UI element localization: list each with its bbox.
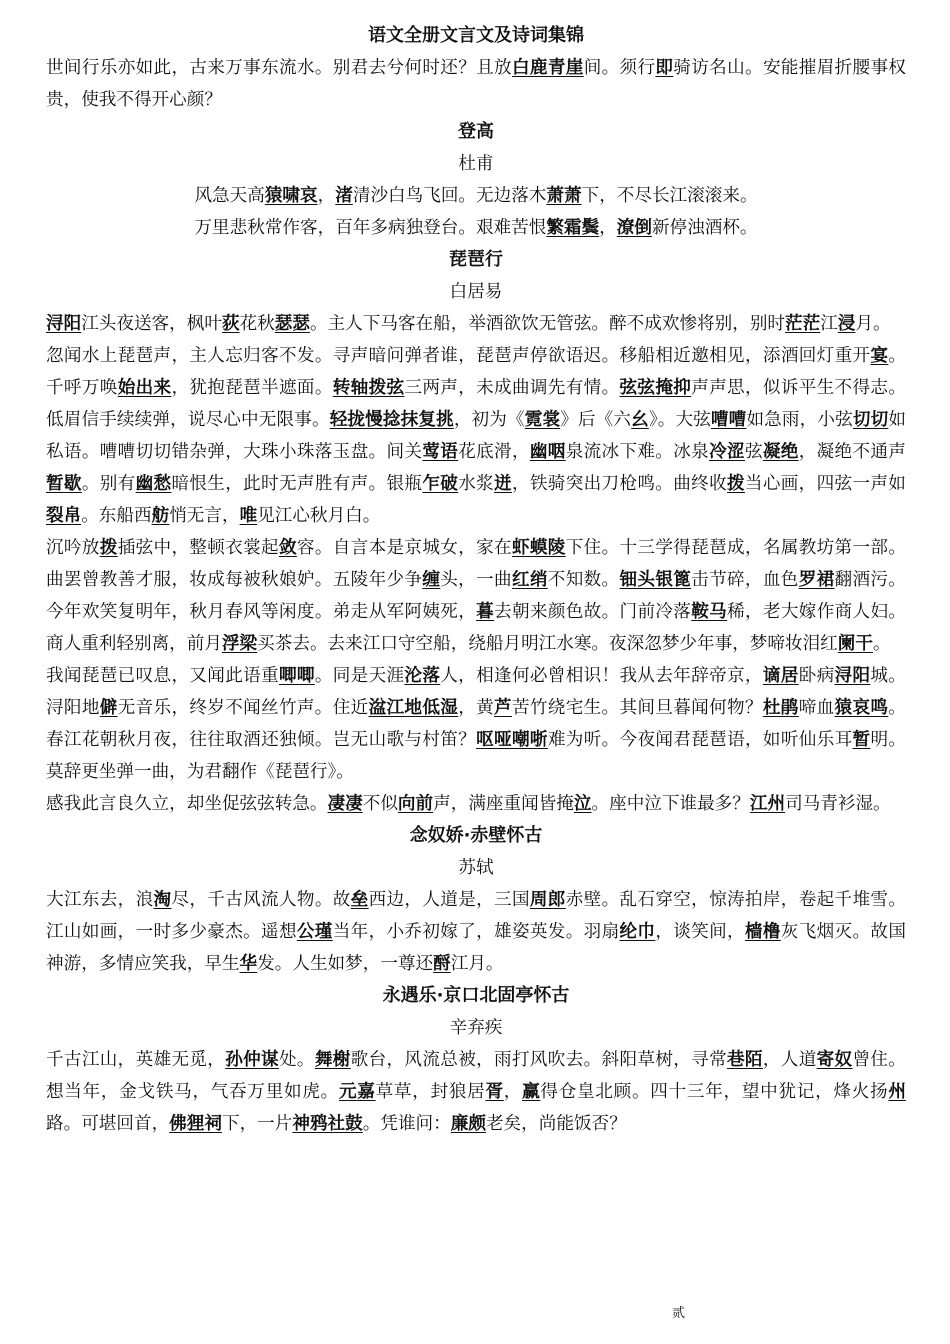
- key-term: 转轴拨弦: [332, 377, 405, 398]
- text-segment: 得仓皇北顾。四十三年，望中犹记，烽火扬: [540, 1082, 889, 1102]
- text-segment: 感我此言良久立，却坐促弦弦转急。: [46, 794, 328, 814]
- key-term: 巷陌: [727, 1049, 763, 1070]
- text-segment: 。: [872, 634, 891, 654]
- section-author: 苏轼: [458, 858, 494, 878]
- text-segment: ，: [599, 218, 617, 238]
- text-segment: 大江东去，浪: [46, 890, 154, 910]
- text-segment: 下，一片: [221, 1114, 293, 1134]
- key-term: 浔阳: [834, 665, 871, 686]
- section-author: 杜甫: [458, 154, 494, 174]
- text-segment: 稀，老大嫁作商人妇。商人重利轻别离，前月: [46, 602, 906, 654]
- text-segment: 去朝来颜色故。门前冷落: [494, 602, 692, 622]
- text-segment: 声声思，似诉平生不得志。低眉信手续续弹，说尽心中无限事。: [46, 378, 906, 430]
- key-term: 切切: [852, 409, 889, 430]
- document-body: [46, 52, 906, 1140]
- key-term: 迸: [494, 473, 512, 494]
- text-segment: 弦: [744, 442, 763, 462]
- text-segment: 如私语。嘈嘈切切错杂弹，大珠小珠落玉盘。间关: [46, 410, 906, 462]
- text-segment: 月。: [855, 314, 891, 334]
- text-paragraph: [46, 884, 906, 980]
- text-segment: 声，满座重闻皆掩: [433, 794, 574, 814]
- text-segment: 清沙白鸟飞回。无边落木: [352, 186, 547, 206]
- text-segment: 》后《六: [560, 410, 632, 430]
- text-segment: 我闻琵琶已叹息，又闻此语重: [46, 666, 279, 686]
- key-term: 猿哀鸣: [834, 697, 889, 718]
- key-term: 华: [239, 953, 258, 974]
- section-author: 白居易: [449, 282, 503, 302]
- key-term: 白鹿青崖: [511, 57, 584, 78]
- section: [46, 980, 906, 1140]
- text-segment: 当心画，四弦一声如: [744, 474, 906, 494]
- text-segment: 卧病: [798, 666, 835, 686]
- text-segment: 买茶去。去来江口守空船，绕船月明江水寒。夜深忽梦少年事，梦啼妆泪红: [257, 634, 838, 654]
- key-term: 舫: [151, 505, 170, 526]
- key-term: 莺语: [422, 441, 459, 462]
- text-segment: 见江心秋月白。: [257, 506, 381, 526]
- key-term: 向前: [397, 793, 434, 814]
- key-term: 樯橹: [744, 921, 781, 942]
- key-term: 纶巾: [619, 921, 656, 942]
- text-segment: 泉流冰下难。冰泉: [565, 442, 710, 462]
- key-term: 舞榭: [314, 1049, 351, 1070]
- text-paragraph: [46, 212, 906, 244]
- key-term: 即: [655, 57, 674, 78]
- key-term: 繁霜鬓: [546, 217, 600, 238]
- text-segment: 歌台，风流总被，雨打风吹去。斜阳草树，寻常: [350, 1050, 728, 1070]
- text-segment: 曾住。想当年，金戈铁马，气吞万里如虎。: [46, 1050, 906, 1102]
- text-paragraph: [46, 788, 906, 820]
- text-segment: 。凭谁问：: [362, 1114, 451, 1134]
- section: [46, 116, 906, 244]
- text-segment: 如急雨，小弦: [746, 410, 853, 430]
- key-term: 江州: [749, 793, 786, 814]
- key-term: 茫茫: [785, 313, 821, 334]
- key-term: 幺: [631, 409, 649, 430]
- text-segment: 头，一曲: [440, 570, 512, 590]
- text-segment: ，铁骑突出刀枪鸣。曲终收: [511, 474, 727, 494]
- section-title: 登高: [458, 121, 494, 142]
- section-title: 永遇乐·京口北固亭怀古: [382, 985, 570, 1006]
- text-segment: 处。: [278, 1050, 315, 1070]
- key-term: 暂: [852, 729, 871, 750]
- text-segment: 。同是天涯: [314, 666, 405, 686]
- text-segment: ，: [503, 1082, 523, 1102]
- key-term: 浸: [837, 313, 856, 334]
- text-paragraph: [46, 308, 906, 340]
- text-segment: 老矣，尚能饭否？: [485, 1114, 627, 1134]
- key-term: 暮: [476, 601, 495, 622]
- text-segment: 江月。: [450, 954, 504, 974]
- key-term: 唯: [239, 505, 258, 526]
- key-term: 谪居: [762, 665, 799, 686]
- text-segment: ，初为《: [453, 410, 525, 430]
- text-segment: 江头夜送客，枫叶: [81, 314, 222, 334]
- text-segment: 三两声，未成曲调先有情。: [404, 378, 620, 398]
- key-term: 宴: [870, 345, 889, 366]
- text-segment: 花秋: [239, 314, 275, 334]
- text-segment: 不似: [362, 794, 398, 814]
- text-segment: 啼血: [798, 698, 835, 718]
- key-term: 孙仲谋: [225, 1049, 279, 1070]
- key-term: 轻拢慢捻抹复挑: [329, 409, 454, 430]
- text-segment: ，: [317, 186, 336, 206]
- text-segment: 城。浔阳地: [46, 666, 906, 718]
- key-term: 元嘉: [338, 1081, 376, 1102]
- text-segment: ，谈笑间，: [655, 922, 745, 942]
- key-term: 嘈嘈: [710, 409, 747, 430]
- key-term: 泣: [573, 793, 592, 814]
- key-term: 僻: [99, 697, 118, 718]
- text-segment: 击节碎，血色: [691, 570, 799, 590]
- text-segment: 世间行乐亦如此，古来万事东流水。别君去兮何时还？且放: [46, 58, 512, 78]
- key-term: 渚: [335, 185, 353, 206]
- text-segment: 水浆: [458, 474, 495, 494]
- text-paragraph: [46, 1044, 906, 1140]
- text-segment: 发。人生如梦，一尊还: [257, 954, 434, 974]
- key-term: 阑干: [837, 633, 873, 654]
- text-segment: 路。可堪回首，: [46, 1114, 170, 1134]
- text-segment: 。东船西: [81, 506, 152, 526]
- section: [46, 820, 906, 980]
- key-term: 拨: [99, 537, 118, 558]
- key-term: 浔阳: [46, 313, 82, 334]
- key-term: 乍破: [422, 473, 459, 494]
- text-segment: 千古江山，英雄无觅，: [46, 1050, 226, 1070]
- key-term: 赢: [522, 1081, 541, 1102]
- document-title: 语文全册文言文及诗词集锦: [368, 25, 584, 46]
- key-term: 始出来: [117, 377, 172, 398]
- key-term: 浮梁: [221, 633, 258, 654]
- key-term: 芦: [494, 697, 512, 718]
- section-title: 念奴娇·赤壁怀古: [409, 825, 543, 846]
- text-segment: 风急天高: [194, 186, 265, 206]
- section-author: 辛弃疾: [449, 1018, 503, 1038]
- key-term: 裂帛: [46, 505, 82, 526]
- text-segment: 司马青衫湿。: [785, 794, 891, 814]
- document-page: [46, 20, 906, 1140]
- text-segment: 灰飞烟灭。故国神游，多情应笑我，早生: [46, 922, 906, 974]
- key-term: 凄凄: [327, 793, 363, 814]
- key-term: 鞍马: [691, 601, 728, 622]
- key-term: 州: [888, 1081, 906, 1102]
- text-segment: 万里悲秋常作客，百年多病独登台。艰难苦恨: [194, 218, 547, 238]
- text-segment: 无音乐，终岁不闻丝竹声。住近: [117, 698, 369, 718]
- key-term: 垒: [350, 889, 369, 910]
- section: [46, 52, 906, 116]
- key-term: 幽咽: [529, 441, 566, 462]
- text-segment: 。座中泣下谁最多？: [591, 794, 750, 814]
- key-term: 暂歇: [46, 473, 82, 494]
- section: [46, 244, 906, 820]
- text-segment: 。春江花朝秋月夜，往往取酒还独倾。岂无山歌与村笛？: [46, 698, 906, 750]
- text-segment: 难为听。今夜闻君琵琶语，如听仙乐耳: [547, 730, 853, 750]
- key-term: 胥: [485, 1081, 504, 1102]
- key-term: 萧萧: [546, 185, 582, 206]
- text-segment: 下，不尽长江滚滚来。: [581, 186, 758, 206]
- key-term: 沦落: [404, 665, 441, 686]
- text-paragraph: [46, 52, 906, 116]
- key-term: 冷涩: [709, 441, 745, 462]
- key-term: 敛: [278, 537, 297, 558]
- page-number: 贰: [672, 1306, 686, 1321]
- text-segment: 容。自言本是京城女，家在: [296, 538, 512, 558]
- key-term: 呕哑嘲哳: [476, 729, 548, 750]
- text-segment: 下住。十三学得琵琶成，名属教坊第一部。曲罢曾教善才服，妆成每被秋娘妒。五陵年少争: [46, 538, 906, 590]
- text-paragraph: [46, 532, 906, 660]
- key-term: 唧唧: [278, 665, 315, 686]
- key-term: 拨: [727, 473, 745, 494]
- text-segment: ，黄: [458, 698, 495, 718]
- text-segment: 人，相逢何必曾相识！我从去年辞帝京，: [440, 666, 763, 686]
- text-segment: 西边，人道是，三国: [368, 890, 530, 910]
- text-segment: 翻酒污。今年欢笑复明年，秋月春风等闲度。弟走从军阿姨死，: [46, 570, 906, 622]
- text-segment: 花底滑，: [458, 442, 530, 462]
- key-term: 荻: [221, 313, 240, 334]
- text-segment: 赤壁。乱石穿空，惊涛拍岸，卷起千堆雪。江山如画，一时多少豪杰。遥想: [46, 890, 906, 942]
- key-term: 淘: [153, 889, 172, 910]
- key-term: 寄奴: [816, 1049, 853, 1070]
- text-segment: 尽，千古风流人物。故: [171, 890, 351, 910]
- text-segment: 沉吟放: [46, 538, 100, 558]
- key-term: 钿头银篦: [619, 569, 692, 590]
- key-term: 廉颇: [450, 1113, 486, 1134]
- text-paragraph: [46, 660, 906, 788]
- key-term: 红绡: [511, 569, 548, 590]
- section-title: 琵琶行: [449, 249, 503, 270]
- key-term: 凝绝: [762, 441, 799, 462]
- key-term: 公瑾: [296, 921, 333, 942]
- text-segment: 》。大弦: [648, 410, 711, 430]
- key-term: 佛狸祠: [169, 1113, 222, 1134]
- text-segment: 插弦中，整顿衣裳起: [117, 538, 279, 558]
- key-term: 杜鹃: [762, 697, 799, 718]
- key-term: 幽愁: [135, 473, 172, 494]
- key-term: 神鸦社鼓: [292, 1113, 363, 1134]
- text-segment: ，凝绝不通声: [798, 442, 906, 462]
- text-segment: 不知数。: [547, 570, 620, 590]
- key-term: 酹: [433, 953, 451, 974]
- text-segment: ，人道: [762, 1050, 817, 1070]
- text-segment: 明。莫辞更坐弹一曲，为君翻作《琵琶行》。: [46, 730, 906, 782]
- key-term: 潦倒: [616, 217, 652, 238]
- text-paragraph: [46, 340, 906, 532]
- key-term: 瑟瑟: [274, 313, 310, 334]
- text-segment: 草草，封狼居: [375, 1082, 486, 1102]
- text-paragraph: [46, 180, 906, 212]
- text-segment: 。主人下马客在船，举酒欲饮无管弦。醉不成欢惨将别，别时: [309, 314, 786, 334]
- text-segment: 忽闻水上琵琶声，主人忘归客不发。寻声暗问弹者谁，琵琶声停欲语迟。移船相近邀相见，添酒回灯重开: [46, 346, 871, 366]
- text-segment: 当年，小乔初嫁了，雄姿英发。羽扇: [332, 922, 620, 942]
- text-segment: 新停浊酒杯。: [651, 218, 758, 238]
- text-segment: 江: [820, 314, 838, 334]
- key-term: 猿啸哀: [264, 185, 318, 206]
- text-segment: 。别有: [81, 474, 136, 494]
- text-segment: 苦竹绕宅生。其间旦暮闻何物？: [511, 698, 763, 718]
- key-term: 缠: [422, 569, 441, 590]
- key-term: 霓裳: [524, 409, 561, 430]
- key-term: 虾蟆陵: [511, 537, 566, 558]
- text-segment: ，犹抱琵琶半遮面。: [171, 378, 333, 398]
- key-term: 罗裙: [798, 569, 835, 590]
- text-segment: 间。须行: [583, 58, 656, 78]
- text-segment: 。千呼万唤: [46, 346, 906, 398]
- key-term: 弦弦掩抑: [619, 377, 692, 398]
- key-term: 湓江地低湿: [368, 697, 459, 718]
- text-segment: 骑访名山。安能摧眉折腰事权贵，使我不得开心颜？: [46, 58, 906, 110]
- text-segment: 暗恨生，此时无声胜有声。银瓶: [171, 474, 423, 494]
- text-segment: 悄无言，: [169, 506, 240, 526]
- key-term: 周郎: [529, 889, 566, 910]
